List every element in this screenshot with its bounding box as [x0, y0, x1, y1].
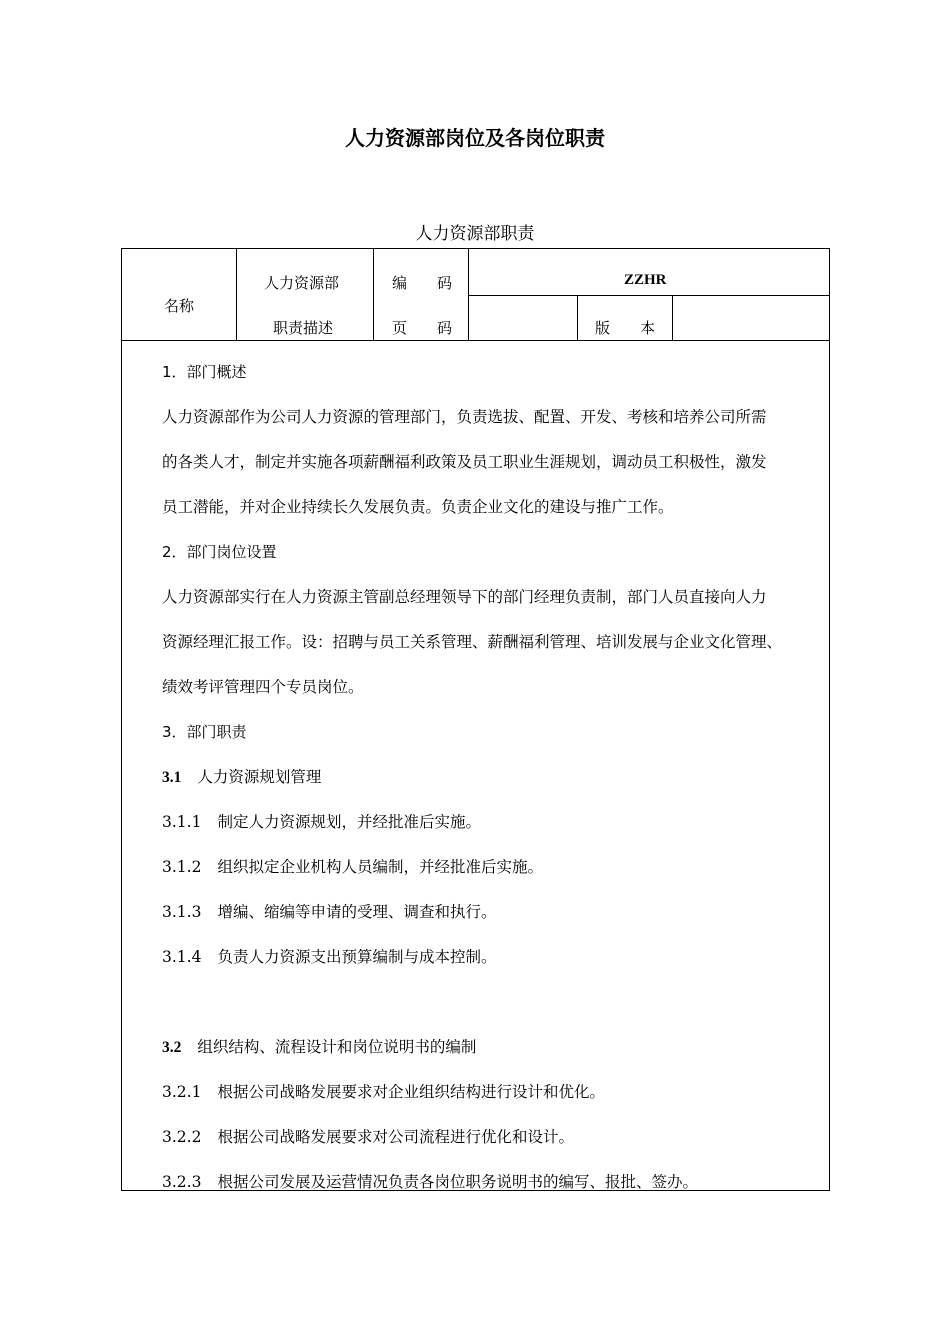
subsection-number: 3.2 — [162, 1039, 182, 1056]
section-2-line: 绩效考评管理四个专员岗位。 — [162, 678, 364, 696]
code-label: 编 码 — [392, 274, 453, 292]
list-item — [162, 890, 822, 935]
name-value-line1: 人力资源部 — [264, 274, 340, 292]
duty-description — [162, 350, 822, 1205]
blank-spacer — [162, 980, 822, 1025]
section-1-line: 的各类人才，制定并实施各项薪酬福利政策及员工职业生涯规划，调动员工积极性，激发 — [162, 453, 767, 471]
item-text: 组织拟定企业机构人员编制，并经批准后实施。 — [217, 858, 543, 876]
section-2-line: 资源经理汇报工作。设：招聘与员工关系管理、薪酬福利管理、培训发展与企业文化管理、 — [162, 633, 783, 651]
document-title: 人力资源部岗位及各岗位职责 — [345, 126, 605, 150]
item-number: 3.1.1 — [162, 813, 202, 831]
item-text: 负责人力资源支出预算编制与成本控制。 — [217, 948, 497, 966]
col-divider-3 — [468, 249, 469, 340]
item-number: 3.1.4 — [162, 948, 202, 966]
section-1-line: 员工潜能，并对企业持续长久发展负责。负责企业文化的建设与推广工作。 — [162, 498, 674, 516]
list-item — [162, 935, 822, 980]
item-number: 3.2.3 — [162, 1173, 202, 1191]
section-3-heading: 3．部门职责 — [162, 723, 247, 741]
name-value-line2: 职责描述 — [273, 319, 334, 337]
list-item — [162, 1070, 822, 1115]
col-divider-4 — [577, 295, 578, 340]
item-number: 3.1.2 — [162, 858, 202, 876]
section-1-line: 人力资源部作为公司人力资源的管理部门，负责选拔、配置、开发、考核和培养公司所需 — [162, 408, 767, 426]
name-label: 名称 — [164, 297, 195, 315]
col-divider-1 — [236, 249, 237, 340]
subsection-title: 组织结构、流程设计和岗位说明书的编制 — [197, 1038, 477, 1056]
version-label: 版 本 — [595, 319, 656, 337]
list-item — [162, 800, 822, 845]
item-text: 增编、缩编等申请的受理、调查和执行。 — [217, 903, 497, 921]
item-number: 3.1.3 — [162, 903, 202, 921]
header-bottom-border — [122, 340, 830, 341]
subsection-3-2-title — [162, 1025, 822, 1070]
section-2-line: 人力资源部实行在人力资源主管副总经理领导下的部门经理负责制，部门人员直接向人力 — [162, 588, 767, 606]
item-text: 根据公司战略发展要求对企业组织结构进行设计和优化。 — [217, 1083, 605, 1101]
subsection-number: 3.1 — [162, 769, 182, 786]
code-value: ZZHR — [624, 272, 667, 288]
item-number: 3.2.1 — [162, 1083, 202, 1101]
subsection-3-1-title — [162, 755, 822, 800]
item-text: 根据公司战略发展要求对公司流程进行优化和设计。 — [217, 1128, 574, 1146]
col-divider-5 — [672, 295, 673, 340]
col-divider-2 — [373, 249, 374, 340]
page-label: 页 码 — [392, 319, 453, 337]
table-title: 人力资源部职责 — [415, 224, 535, 244]
list-item — [162, 1115, 822, 1160]
section-1-heading: 1．部门概述 — [162, 363, 247, 381]
subsection-title: 人力资源规划管理 — [197, 768, 322, 786]
header-row-divider — [468, 295, 830, 296]
item-text: 制定人力资源规划，并经批准后实施。 — [217, 813, 481, 831]
list-item — [162, 1160, 822, 1205]
item-number: 3.2.2 — [162, 1128, 202, 1146]
section-2-heading: 2．部门岗位设置 — [162, 543, 277, 561]
item-text: 根据公司发展及运营情况负责各岗位职务说明书的编写、报批、签办。 — [217, 1173, 698, 1191]
list-item — [162, 845, 822, 890]
